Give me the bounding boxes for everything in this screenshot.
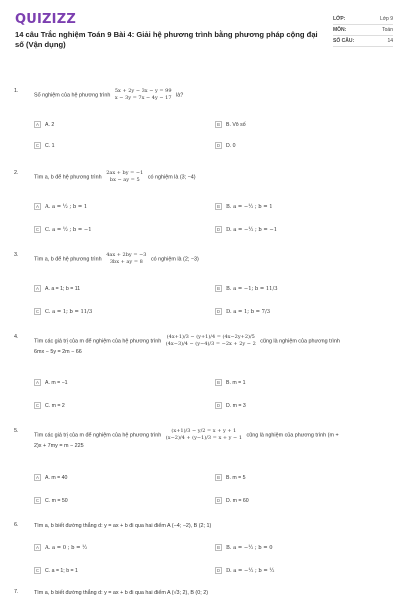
option-letter: A [34,203,41,210]
option-letter: D [216,227,221,232]
question-text [34,334,389,356]
option-letter: A [34,544,41,551]
option-letter: A [34,474,41,481]
option-text: D. m = 3 [226,402,246,409]
question-suffix: có nghiệm là (2; −3) [150,256,199,263]
option-letter: B [215,474,222,481]
option-text: A. m = 40 [45,474,68,481]
question-tail: 6mx − 5y = 2m − 66 [34,349,82,355]
question-prefix: Tìm a, b để hệ phương trình [34,174,102,181]
option-text: B. a = −½ ; b = 1 [226,203,273,210]
question-suffix: cũng là nghiệm của phương trình [260,338,340,345]
option-text: D. m = 60 [226,497,249,504]
option-letter: B [215,544,222,551]
meta-subject-value: Toán [382,27,393,33]
option-c[interactable] [34,497,68,504]
option-text: C. 1 [45,142,55,149]
equation-line: (x−2)/4 + (y−1)/3 = x + y − 1 [165,435,243,441]
option-text: B. a = −1; b = 11/3 [226,285,278,292]
quizizz-logo: QUIZIZZ [15,12,76,27]
meta-count [333,36,393,47]
question-number: 7. [14,589,19,595]
option-letter: B [215,379,222,386]
question-3 [14,252,392,312]
option-text: A. a = 0 ; b = ½ [45,544,88,551]
option-a[interactable] [34,285,80,292]
equation-line: (4x+1)/3 − (y+1)/4 = (4x−2y+2)/5 [166,334,255,340]
option-letter: B [215,121,222,128]
option-a[interactable] [34,544,87,551]
equation-line: (x+1)/3 − y/2 = x + y + 1 [171,428,237,434]
equation-system [106,170,143,184]
question-number: 2. [14,170,19,176]
equation-line: 2ax + by = −1 [106,170,144,176]
option-c[interactable] [34,226,92,233]
option-letter: C [35,403,40,408]
option-text: D. 0 [226,142,236,149]
question-number: 1. [14,88,19,94]
question-text [34,88,389,102]
equation-line: 5x + 2y − 3x − y = 99 [114,88,172,94]
option-d[interactable] [215,497,249,504]
meta-class-value: Lớp 9 [379,16,393,22]
option-a[interactable] [34,474,67,481]
question-6 [14,522,392,536]
option-text: B. m = 1 [226,379,246,386]
option-letter: B [215,285,222,292]
option-letter: D [216,498,221,503]
option-letter: C [35,309,40,314]
question-5 [14,428,392,468]
question-2 [14,170,392,230]
option-text: A. 2 [45,121,55,128]
option-b[interactable] [215,379,245,386]
option-letter: D [216,309,221,314]
meta-class [333,14,393,25]
equation-line: 3bx + ay = 8 [109,259,143,265]
equation-system [166,334,256,348]
question-suffix: cũng là nghiệm của phương trình (m + [246,432,339,439]
option-text: A. m = −1 [45,379,68,386]
option-d[interactable] [215,402,246,409]
equation-line: (4x−3)/4 − (y−4)/3 = −2x + 2y − 2 [165,341,256,347]
meta-class-label: LỚP: [333,16,346,22]
option-text: D. a = −½ ; b = ½ [226,567,275,574]
question-number: 5. [14,428,19,434]
option-letter: C [35,568,40,573]
option-b[interactable] [215,544,273,551]
page-title: 14 câu Trắc nghiệm Toán 9 Bài 4: Giải hệ phương trình bằng phương pháp cộng đại số (Vận dụng) [15,30,318,49]
option-letter: D [216,568,221,573]
option-letter: B [215,203,222,210]
question-prefix: Tìm các giá trị của m để nghiệm của hệ phương trình [34,432,162,439]
equation-line: bx − ay = 5 [109,177,140,183]
option-letter: A [34,285,41,292]
question-text [34,170,389,184]
question-suffix: là? [176,92,184,99]
equation-system [115,88,172,102]
option-text: D. a = −½ ; b = −1 [226,226,278,233]
equation-line: 4ax + 2by = −3 [106,252,147,258]
option-letter: D [216,403,221,408]
option-b[interactable] [215,203,273,210]
option-text: C. m = 50 [45,497,68,504]
question-number: 4. [14,334,19,340]
meta-count-value: 14 [387,38,393,44]
option-text: C. a = 1; b = 11/3 [45,308,93,315]
option-c[interactable] [34,142,55,149]
option-d[interactable] [215,226,277,233]
question-tail: 2)x + 7my = m − 225 [34,443,84,449]
equation-system [166,428,242,442]
option-text: A. a = 1; b = 11 [45,285,81,292]
equation-line: x − 3y = 7x − 4y − 17 [114,95,172,101]
option-b[interactable] [215,474,245,481]
question-text: Tìm a, b biết đường thẳng d: y = ax + b đi qua hai điểm A (√3; 2), B (0; 2) [34,590,209,596]
option-b[interactable] [215,285,278,292]
option-c[interactable] [34,402,65,409]
meta-panel [333,14,393,47]
option-text: C. m = 2 [45,402,65,409]
question-7 [14,589,392,599]
option-c[interactable] [34,567,78,574]
question-text: Tìm a, b biết đường thẳng d: y = ax + b đi qua hai điểm A (−4; −2), B (2; 1) [34,523,212,529]
question-1 [14,88,392,158]
equation-system [106,252,146,266]
option-text: B. Vô số [226,121,246,128]
option-letter: A [34,379,41,386]
question-prefix: Tìm các giá trị của m để nghiệm của hệ phương trình [34,338,162,345]
option-letter: D [216,143,221,148]
option-text: D. a = 1; b = 7/3 [226,308,271,315]
option-letter: C [35,227,40,232]
option-letter: C [35,498,40,503]
option-text: B. m = 5 [226,474,246,481]
question-text [34,252,389,266]
option-a[interactable] [34,379,68,386]
question-prefix: Tìm a, b để hệ phương trình [34,256,102,263]
option-a[interactable] [34,203,87,210]
option-b[interactable] [215,121,246,128]
question-text [34,428,389,450]
option-text: B. a = −½ ; b = 0 [226,544,273,551]
meta-subject-label: MÔN: [333,27,347,33]
option-a[interactable] [34,121,54,128]
option-text: C. a = 1; b = 1 [45,567,78,574]
option-text: C. a = ½ ; b = −1 [45,226,92,233]
question-suffix: có nghiệm là (3; −4) [147,174,196,181]
option-letter: A [34,121,41,128]
option-letter: C [35,143,40,148]
meta-count-label: SỐ CÂU: [333,38,355,44]
question-prefix: Số nghiệm của hệ phương trình [34,92,111,99]
option-d[interactable] [215,142,236,149]
question-4 [14,334,392,374]
option-d[interactable] [215,308,270,315]
question-number: 6. [14,522,19,528]
option-d[interactable] [215,567,274,574]
question-number: 3. [14,252,19,258]
meta-subject [333,25,393,36]
option-c[interactable] [34,308,92,315]
option-text: A. a = ½ ; b = 1 [45,203,88,210]
